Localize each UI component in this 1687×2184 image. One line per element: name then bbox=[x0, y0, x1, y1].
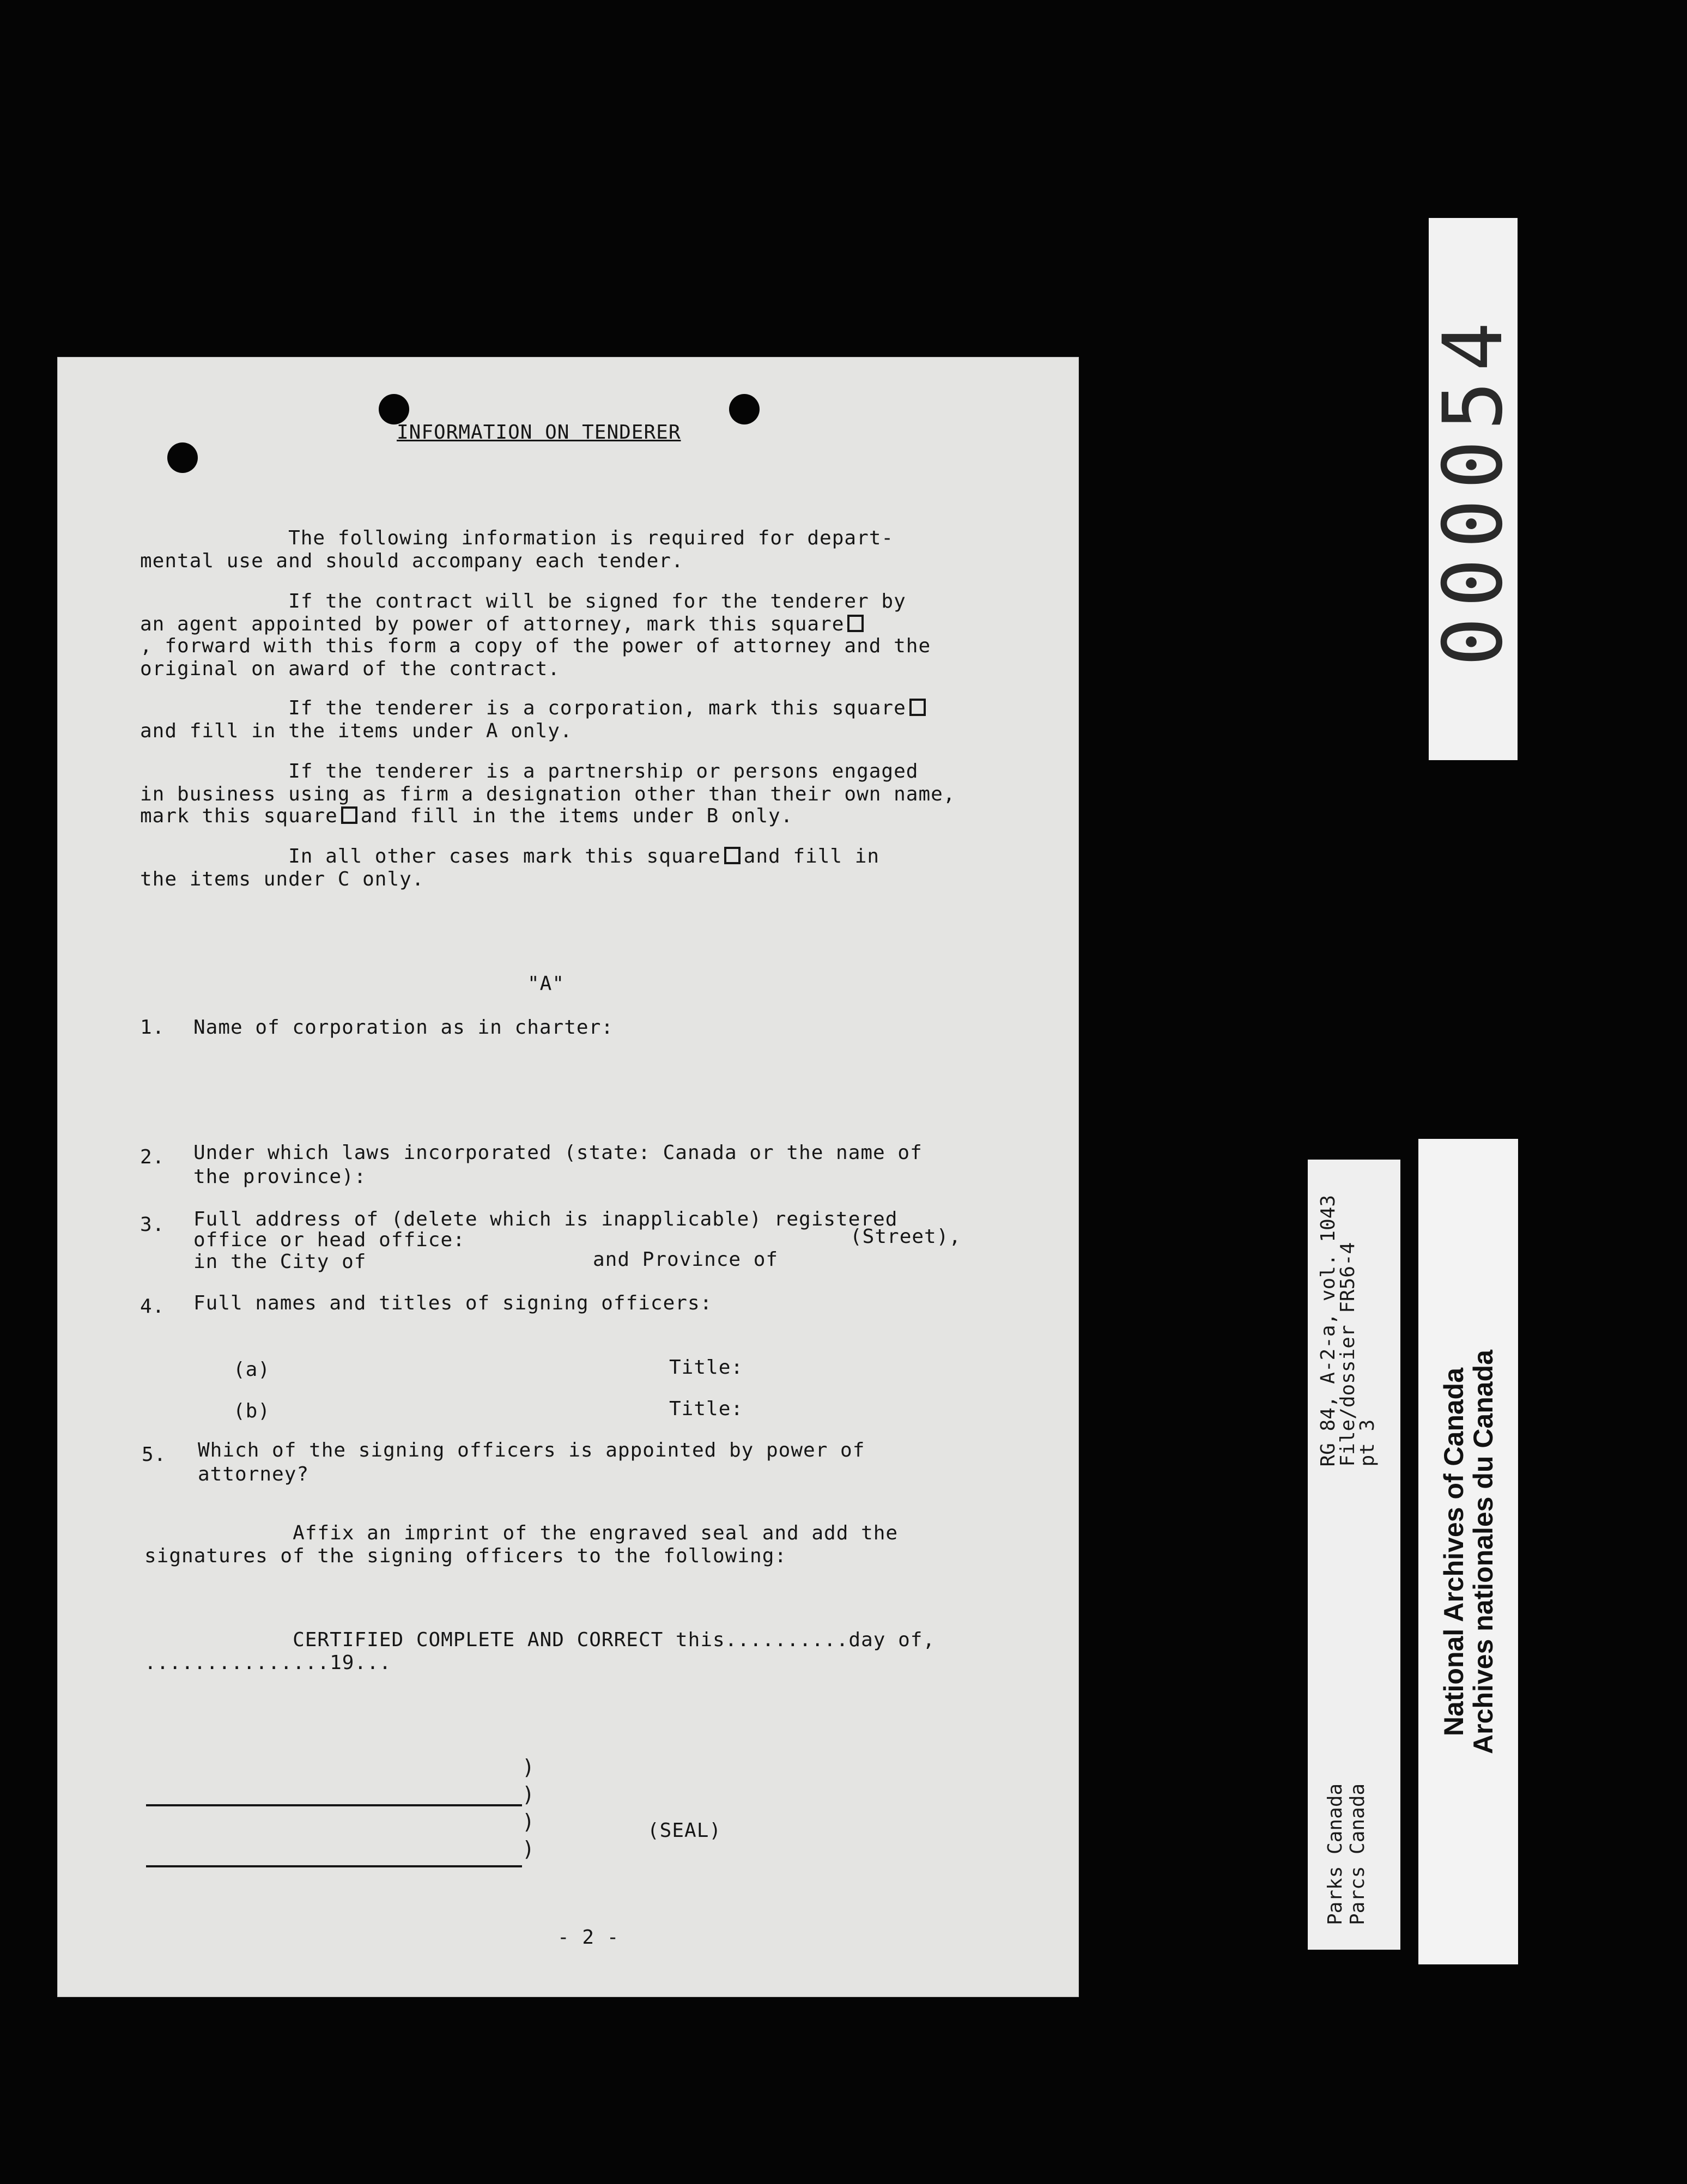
page-number: - 2 - bbox=[557, 1926, 620, 1949]
certified-line-2: ...............19... bbox=[144, 1652, 392, 1674]
para-2-line-1: If the contract will be signed for the tenderer by bbox=[140, 590, 906, 612]
para-3-line-2: and fill in the items under A only. bbox=[140, 720, 573, 742]
signature-line-1[interactable] bbox=[146, 1804, 522, 1806]
checkbox-partnership[interactable] bbox=[341, 806, 357, 824]
para-5-line-1-text-a: In all other cases mark this square bbox=[140, 845, 721, 867]
officer-b-label: (b) bbox=[233, 1400, 271, 1422]
para-4-line-3 bbox=[140, 805, 793, 828]
checkbox-corporation[interactable] bbox=[909, 699, 926, 716]
item-1-text: Name of corporation as in charter: bbox=[193, 1016, 614, 1039]
bracket-2: ) bbox=[522, 1782, 535, 1806]
item-2-number: 2. bbox=[140, 1146, 165, 1168]
para-3-line-1 bbox=[140, 697, 929, 720]
para-3-line-1-text: If the tenderer is a corporation, mark this square bbox=[140, 697, 906, 719]
item-1-number: 1. bbox=[140, 1016, 165, 1039]
para-4-line-3-text-b: and fill in the items under B only. bbox=[360, 805, 793, 827]
page-title: INFORMATION ON TENDERER bbox=[397, 421, 681, 444]
para-4-line-1: If the tenderer is a partnership or persons engaged bbox=[140, 760, 919, 782]
document-page bbox=[57, 357, 1079, 1997]
archives-label bbox=[1418, 1139, 1518, 1964]
punch-hole-top-left bbox=[379, 394, 409, 424]
para-4-line-3-text-a: mark this square bbox=[140, 805, 338, 827]
para-5-line-1 bbox=[140, 845, 879, 868]
item-3-line-3b: and Province of bbox=[593, 1248, 779, 1271]
item-3-number: 3. bbox=[140, 1214, 165, 1236]
officer-b-title-label: Title: bbox=[669, 1398, 744, 1420]
frame-number: 000054 bbox=[1425, 312, 1521, 666]
item-5-number: 5. bbox=[142, 1443, 167, 1466]
reference-label bbox=[1308, 1160, 1400, 1950]
item-5-line-1: Which of the signing officers is appointed by power of bbox=[198, 1439, 865, 1461]
para-2-line-2-text: an agent appointed by power of attorney, mark this square bbox=[140, 613, 845, 635]
item-3-line-1: Full address of (delete which is inapplicable) registered bbox=[193, 1208, 898, 1230]
para-4-line-2: in business using as firm a designation other than their own name, bbox=[140, 783, 956, 805]
certified-line-1: CERTIFIED COMPLETE AND CORRECT this..........day of, bbox=[144, 1629, 936, 1651]
bracket-1: ) bbox=[522, 1755, 535, 1779]
para-2-line-4: original on award of the contract. bbox=[140, 658, 560, 680]
signature-line-2[interactable] bbox=[146, 1865, 522, 1867]
item-2-line-2: the province): bbox=[193, 1166, 367, 1188]
officer-a-title-label: Title: bbox=[669, 1356, 744, 1379]
affix-line-2: signatures of the signing officers to the following: bbox=[144, 1545, 787, 1567]
item-3-line-3a: in the City of bbox=[193, 1251, 367, 1273]
item-4-number: 4. bbox=[140, 1295, 165, 1318]
punch-hole-left bbox=[167, 442, 198, 473]
para-5-line-1-text-b: and fill in bbox=[743, 845, 880, 867]
para-2-line-3: , forward with this form a copy of the power of attorney and the bbox=[140, 635, 931, 657]
section-heading-a: "A" bbox=[527, 973, 565, 995]
archival-reference: RG 84, A-2-a, vol. 1043 File/dossier FR56-4 pt 3 bbox=[1317, 1195, 1379, 1467]
checkbox-other[interactable] bbox=[724, 847, 741, 864]
archives-name: National Archives of Canada Archives nationales du Canada bbox=[1438, 1349, 1498, 1754]
bracket-4: ) bbox=[522, 1837, 535, 1861]
agency-name: Parks Canada Parcs Canada bbox=[1324, 1783, 1369, 1925]
affix-line-1: Affix an imprint of the engraved seal and add the bbox=[144, 1522, 899, 1544]
item-5-line-2: attorney? bbox=[198, 1463, 310, 1485]
para-1-line-1: The following information is required for depart- bbox=[140, 527, 894, 549]
checkbox-power-of-attorney[interactable] bbox=[847, 615, 864, 632]
frame-number-strip bbox=[1425, 218, 1521, 760]
para-5-line-2: the items under C only. bbox=[140, 868, 424, 890]
officer-a-label: (a) bbox=[233, 1358, 271, 1381]
bracket-3: ) bbox=[522, 1810, 535, 1834]
item-4-text: Full names and titles of signing officers: bbox=[193, 1292, 713, 1314]
para-1-line-2: mental use and should accompany each tender. bbox=[140, 550, 684, 572]
item-3-line-2a: office or head office: bbox=[193, 1229, 465, 1251]
punch-hole-top-right bbox=[729, 394, 760, 424]
item-2-line-1: Under which laws incorporated (state: Canada or the name of bbox=[193, 1142, 923, 1164]
para-2-line-2 bbox=[140, 613, 867, 636]
seal-label: (SEAL) bbox=[647, 1819, 722, 1842]
item-3-line-2b: (Street), bbox=[850, 1226, 962, 1248]
